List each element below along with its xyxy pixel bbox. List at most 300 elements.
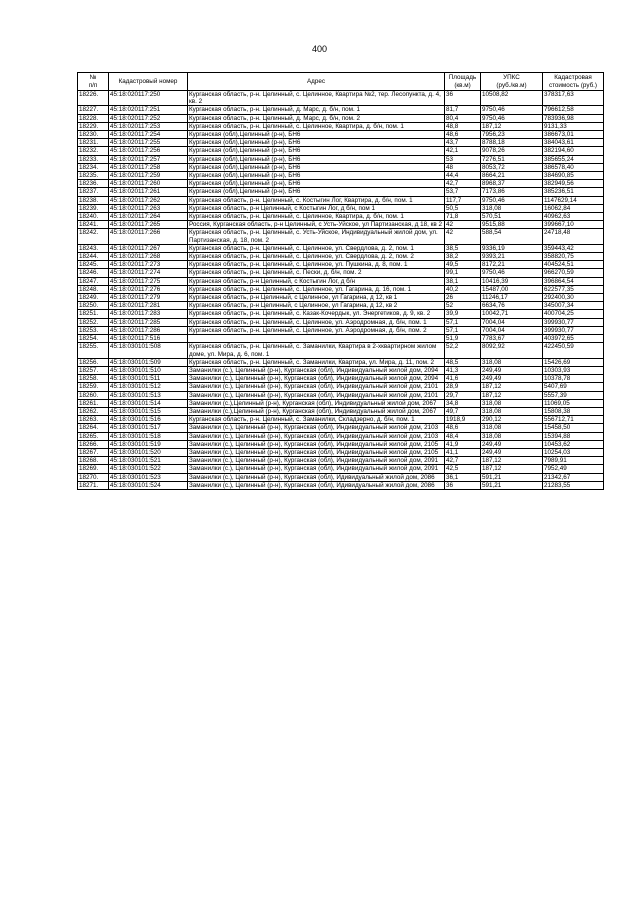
table-row <box>78 383 604 391</box>
cell-upks: 8788,18 <box>481 139 543 147</box>
cell-upks: 7783,67 <box>481 335 543 343</box>
table-row <box>78 448 604 456</box>
cell-area: 117,7 <box>445 196 481 204</box>
cell-address: Заманилки (с.), Целинный (р-н), Курганская (обл), Индивидуальный жилой дом, 2094 <box>188 366 445 374</box>
cell-upks: 8664,21 <box>481 172 543 180</box>
header-num-line2: п/п <box>88 81 98 89</box>
cell-address: Курганская область, р-н. Целинный, с. Целинное, Квартира, д. б/н, пом. 1 <box>188 122 445 130</box>
cell-area: 49,7 <box>445 407 481 415</box>
cell-cadastral: 45:18:030101:513 <box>109 391 188 399</box>
cell-address: Курганская область, р-н. Целинный, с. Пески, д. б/н, пом. 2 <box>188 269 445 277</box>
cell-cadastral: 45:18:020117:255 <box>109 139 188 147</box>
cell-cadastral: 45:18:030101:515 <box>109 407 188 415</box>
table-header <box>78 73 604 91</box>
cell-address: Курганская область, р-н. Целинный, с. Усть-Уйское, Индивидуальный жилой дом, ул. Партизанская, д. 18, пом. 2 <box>188 229 445 244</box>
cell-num: 18233. <box>78 155 109 163</box>
cell-cadastral: 45:18:020117:259 <box>109 172 188 180</box>
cell-num: 18253. <box>78 326 109 334</box>
cell-address: Заманилки (с.), Целинный (р-н), Курганская (обл), Индивидуальный жилой дом, 2101 <box>188 383 445 391</box>
cell-num: 18268. <box>78 457 109 465</box>
cell-cadastral: 45:18:020117:263 <box>109 204 188 212</box>
cell-area: 80,4 <box>445 114 481 122</box>
cell-cost: 386673,01 <box>543 131 604 139</box>
cell-num: 18234. <box>78 163 109 171</box>
cell-area: 42 <box>445 221 481 229</box>
cell-address: Курганская (обл),Целинный (р-н), БН6 <box>188 155 445 163</box>
cell-area: 43,7 <box>445 139 481 147</box>
cell-num: 18265. <box>78 432 109 440</box>
cell-cost: 15458,50 <box>543 424 604 432</box>
cell-area: 36,1 <box>445 473 481 481</box>
cell-cost: 21342,67 <box>543 473 604 481</box>
cell-cadastral: 45:18:020117:254 <box>109 131 188 139</box>
cell-upks: 570,51 <box>481 213 543 221</box>
cell-address: Курганская область, р-н. Целинный, с. Целинное, ул. Аэродромная, д. б/н, пом. 2 <box>188 326 445 334</box>
cell-upks: 10508,82 <box>481 91 543 106</box>
cell-cadastral: 45:18:030101:520 <box>109 448 188 456</box>
cell-address: Курганская область, р-н. Целинный, с. Целинное, ул. Пушкина, д. 8, пом. 1 <box>188 261 445 269</box>
cell-cost: 10378,78 <box>543 375 604 383</box>
cell-cadastral: 45:18:020117:260 <box>109 180 188 188</box>
cell-num: 18264. <box>78 424 109 432</box>
cell-address: Заманилки (с.), Целинный (р-н), Курганская (обл), Идивидуальный жилой дом, 2086 <box>188 481 445 489</box>
table-row <box>78 221 604 229</box>
table-row <box>78 204 604 212</box>
cell-upks: 8053,72 <box>481 163 543 171</box>
cell-address: Заманилки (с.), Целинный (р-н), Курганская (обл), Индивидуальный жилой дом, 2103 <box>188 432 445 440</box>
cell-address: Заманилки (с.), Целинный (р-н), Курганская (обл), Индивидуальный жилой дом, 2091 <box>188 465 445 473</box>
cell-upks: 8968,37 <box>481 180 543 188</box>
cell-area: 42,1 <box>445 147 481 155</box>
cell-address: Заманилки (с.), Целинный (р-н), Курганская (обл), Индивидуальный жилой дом, 2105 <box>188 440 445 448</box>
cell-cadastral: 45:18:030101:518 <box>109 432 188 440</box>
cell-num: 18261. <box>78 399 109 407</box>
cell-address: Курганская область, р-н. Целинный, д. Марс, д. б/н, пом. 1 <box>188 106 445 114</box>
table-row <box>78 424 604 432</box>
cell-area: 52,2 <box>445 343 481 358</box>
cell-address: Курганская область, р-н Целинный, с Костыгин Лог, д б/н, пом 1 <box>188 204 445 212</box>
cell-area: 53 <box>445 155 481 163</box>
cell-cost: 15394,88 <box>543 432 604 440</box>
cell-cost: 796612,58 <box>543 106 604 114</box>
cell-cadastral: 45:18:020117:268 <box>109 253 188 261</box>
cell-upks: 187,12 <box>481 391 543 399</box>
cell-address: Курганская область, р-н. Целинный, с. Целинное, ул. Аэродромная, д. б/н, пом. 1 <box>188 318 445 326</box>
cell-cost: 7989,91 <box>543 457 604 465</box>
cell-upks: 9078,26 <box>481 147 543 155</box>
header-num <box>78 73 109 91</box>
cell-upks: 318,08 <box>481 358 543 366</box>
cell-cost: 403972,65 <box>543 335 604 343</box>
cell-upks: 591,21 <box>481 473 543 481</box>
cell-area: 40,2 <box>445 285 481 293</box>
cell-address: Курганская (обл),Целинный (р-н), БН6 <box>188 131 445 139</box>
cell-area: 52 <box>445 302 481 310</box>
cell-upks: 588,54 <box>481 229 543 244</box>
table-row <box>78 261 604 269</box>
cell-cost: 422450,59 <box>543 343 604 358</box>
cell-upks: 318,08 <box>481 399 543 407</box>
table-row <box>78 213 604 221</box>
cell-num: 18232. <box>78 147 109 155</box>
cell-num: 18251. <box>78 310 109 318</box>
cell-address: Курганская область, р-н. Целинный, с. Целинное, Квартира №2, тер. Лесопункта, д. 4, кв. 2 <box>188 91 445 106</box>
cell-cost: 21283,55 <box>543 481 604 489</box>
cell-cost: 15808,38 <box>543 407 604 415</box>
cell-num: 18266. <box>78 440 109 448</box>
cell-cost: 399930,77 <box>543 326 604 334</box>
cell-cost: 556712,71 <box>543 416 604 424</box>
cell-cadastral: 45:18:030101:523 <box>109 473 188 481</box>
cell-cadastral: 45:18:020117:256 <box>109 147 188 155</box>
cell-address: Заманилки (с.), Целинный (р-н), Курганская (обл), Индивидуальный жилой дом, 2091 <box>188 457 445 465</box>
table-row <box>78 358 604 366</box>
cell-cost: 382194,60 <box>543 147 604 155</box>
table-row <box>78 285 604 293</box>
cell-upks: 318,08 <box>481 204 543 212</box>
table-row <box>78 172 604 180</box>
cell-cadastral: 45:18:030101:510 <box>109 366 188 374</box>
table-row <box>78 407 604 415</box>
cell-area: 48,5 <box>445 358 481 366</box>
cell-address: Курганская (обл),Целинный (р-н), БН6 <box>188 172 445 180</box>
cell-cadastral: 45:18:020117:283 <box>109 310 188 318</box>
table-row <box>78 294 604 302</box>
cell-area: 28,9 <box>445 383 481 391</box>
cell-num: 18241. <box>78 221 109 229</box>
cell-area: 42 <box>445 229 481 244</box>
cell-num: 18228. <box>78 114 109 122</box>
table-row <box>78 253 604 261</box>
cell-num: 18258. <box>78 375 109 383</box>
cell-num: 18270. <box>78 473 109 481</box>
cell-address: Курганская область, р-н. Целинный, с. Целинное, Квартира, д. б/н, пом. 1 <box>188 213 445 221</box>
cell-cadastral: 45:18:030101:512 <box>109 383 188 391</box>
cell-cadastral: 45:18:020117:516 <box>109 335 188 343</box>
cell-cadastral: 45:18:020117:281 <box>109 302 188 310</box>
cell-cost: 399930,77 <box>543 318 604 326</box>
cell-num: 18269. <box>78 465 109 473</box>
header-area <box>445 73 481 91</box>
cell-area: 81,7 <box>445 106 481 114</box>
cell-upks: 10042,71 <box>481 310 543 318</box>
cell-cadastral: 45:18:020117:250 <box>109 91 188 106</box>
table-row <box>78 432 604 440</box>
cell-area: 48,8 <box>445 122 481 130</box>
cell-upks: 249,49 <box>481 375 543 383</box>
table-row <box>78 147 604 155</box>
cell-cost: 5557,39 <box>543 391 604 399</box>
cell-num: 18247. <box>78 277 109 285</box>
cell-num: 18227. <box>78 106 109 114</box>
header-cost-line2: стоимость (руб.) <box>548 81 598 89</box>
cell-cost: 358820,75 <box>543 253 604 261</box>
cell-cost: 5407,69 <box>543 383 604 391</box>
cell-cost: 10254,03 <box>543 448 604 456</box>
cell-upks: 9750,46 <box>481 114 543 122</box>
cell-cost: 400704,25 <box>543 310 604 318</box>
cell-cadastral: 45:18:020117:279 <box>109 294 188 302</box>
cell-num: 18226. <box>78 91 109 106</box>
cell-cost: 384043,61 <box>543 139 604 147</box>
cell-address: Курганская область, р-н. Целинный, д. Марс, д. б/н, пом. 2 <box>188 114 445 122</box>
cell-upks: 7004,04 <box>481 318 543 326</box>
cell-area: 41,1 <box>445 448 481 456</box>
cell-cost: 386578,40 <box>543 163 604 171</box>
cell-cost: 382949,56 <box>543 180 604 188</box>
cell-num: 18260. <box>78 391 109 399</box>
cell-area: 44,4 <box>445 172 481 180</box>
cell-upks: 187,12 <box>481 122 543 130</box>
table-row <box>78 163 604 171</box>
cell-cost: 10453,62 <box>543 440 604 448</box>
cell-cost: 40962,63 <box>543 213 604 221</box>
cell-area: 41,6 <box>445 375 481 383</box>
cell-cadastral: 45:18:020117:261 <box>109 188 188 196</box>
header-area-line2: (кв.м) <box>454 81 471 89</box>
cell-area: 41,9 <box>445 440 481 448</box>
header-address: Адрес <box>188 73 445 91</box>
cell-cost: 385236,51 <box>543 188 604 196</box>
cell-upks: 187,12 <box>481 383 543 391</box>
cell-upks: 9336,19 <box>481 244 543 252</box>
cell-upks: 8172,21 <box>481 261 543 269</box>
cell-address: Курганская область, р-н Целинный, с Целинное, ул Гагарина, д 12, кв 2 <box>188 302 445 310</box>
cell-area: 38,2 <box>445 253 481 261</box>
cell-upks: 15487,00 <box>481 285 543 293</box>
table-row <box>78 196 604 204</box>
cell-area: 57,1 <box>445 326 481 334</box>
cell-cadastral: 45:18:030101:514 <box>109 399 188 407</box>
cell-upks: 9750,46 <box>481 106 543 114</box>
cell-area: 26 <box>445 294 481 302</box>
cell-cost: 10303,93 <box>543 366 604 374</box>
cell-cost: 15426,69 <box>543 358 604 366</box>
cell-num: 18249. <box>78 294 109 302</box>
cell-cadastral: 45:18:020117:264 <box>109 213 188 221</box>
cell-cadastral: 45:18:020117:257 <box>109 155 188 163</box>
cell-num: 18259. <box>78 383 109 391</box>
cell-area: 48,6 <box>445 131 481 139</box>
cell-cost: 399667,10 <box>543 221 604 229</box>
cell-cost: 345007,34 <box>543 302 604 310</box>
cell-upks: 591,21 <box>481 481 543 489</box>
cell-cadastral: 45:18:020117:262 <box>109 196 188 204</box>
cell-cadastral: 45:18:030101:517 <box>109 424 188 432</box>
cell-upks: 249,49 <box>481 448 543 456</box>
cell-cost: 292400,30 <box>543 294 604 302</box>
cadastral-value-table <box>77 72 604 490</box>
cell-cadastral: 45:18:030101:509 <box>109 358 188 366</box>
cell-address: Заманилки (с.), Целинный (р-н), Курганская (обл), Индивидуальный жилой дом, 2103 <box>188 424 445 432</box>
cell-address: Курганская (обл),Целинный (р-н), БН6 <box>188 163 445 171</box>
cell-upks: 7173,86 <box>481 188 543 196</box>
header-upks <box>481 73 543 91</box>
cell-num: 18235. <box>78 172 109 180</box>
cell-area: 48 <box>445 163 481 171</box>
table-row <box>78 310 604 318</box>
cell-cost: 783936,98 <box>543 114 604 122</box>
cell-cadastral: 45:18:020117:265 <box>109 221 188 229</box>
cell-upks: 7956,23 <box>481 131 543 139</box>
cell-area: 48,6 <box>445 424 481 432</box>
cell-area: 51,9 <box>445 335 481 343</box>
cell-upks: 318,08 <box>481 432 543 440</box>
cell-cadastral: 45:18:030101:519 <box>109 440 188 448</box>
cell-cadastral: 45:18:020117:285 <box>109 318 188 326</box>
cell-address: Заманилки (с.),Целинный (р-н), Курганская (обл), Индивидуальный жилой дом, 2067 <box>188 407 445 415</box>
table-row <box>78 375 604 383</box>
table-row <box>78 366 604 374</box>
cell-cost: 385655,24 <box>543 155 604 163</box>
cell-address: Курганская (обл),Целинный (р-н), БН6 <box>188 188 445 196</box>
cell-upks: 7276,51 <box>481 155 543 163</box>
cell-cadastral: 45:18:030101:511 <box>109 375 188 383</box>
cell-cadastral: 45:18:020117:266 <box>109 229 188 244</box>
cell-area: 36 <box>445 91 481 106</box>
table-row <box>78 131 604 139</box>
cell-num: 18231. <box>78 139 109 147</box>
cell-address: Заманилки (с.), Целинный (р-н), Курганская (обл), Идивидуальный жилой дом, 2086 <box>188 473 445 481</box>
page-number: 400 <box>311 44 328 54</box>
cell-upks: 290,12 <box>481 416 543 424</box>
cell-cadastral: 45:18:020117:252 <box>109 114 188 122</box>
header-row <box>78 73 604 91</box>
cell-num: 18267. <box>78 448 109 456</box>
cell-address: Курганская область, р-н. Целинный, с. Заманилки, Квартира, ул. Мира, д. 11, пом. 2 <box>188 358 445 366</box>
cell-num: 18262. <box>78 407 109 415</box>
cell-area: 38,1 <box>445 277 481 285</box>
cell-upks: 6634,76 <box>481 302 543 310</box>
cell-num: 18257. <box>78 366 109 374</box>
cell-cost: 966270,59 <box>543 269 604 277</box>
cell-upks: 9393,21 <box>481 253 543 261</box>
table-row <box>78 318 604 326</box>
cell-cadastral: 45:18:020117:275 <box>109 277 188 285</box>
header-cost <box>543 73 604 91</box>
cell-num: 18250. <box>78 302 109 310</box>
cell-cost: 11069,05 <box>543 399 604 407</box>
cell-upks: 9750,46 <box>481 196 543 204</box>
cell-num: 18240. <box>78 213 109 221</box>
cell-address: Курганская (обл),Целинный (р-н), БН6 <box>188 180 445 188</box>
header-cadastral: Кадастровый номер <box>109 73 188 91</box>
cell-address: Курганская область, р-н. Целинный, с. Целинное, ул. Свердлова, д. 2, пом. 1 <box>188 244 445 252</box>
cell-area: 99,1 <box>445 269 481 277</box>
cell-cadastral: 45:18:030101:524 <box>109 481 188 489</box>
cell-cost: 404524,51 <box>543 261 604 269</box>
cell-upks: 187,12 <box>481 465 543 473</box>
cell-num: 18230. <box>78 131 109 139</box>
cell-upks: 9515,88 <box>481 221 543 229</box>
cell-num: 18252. <box>78 318 109 326</box>
cell-address: Заманилки (с.),Целинный (р-н), Курганская (обл), Индивидуальный жилой дом, 2067 <box>188 399 445 407</box>
cell-upks: 9750,46 <box>481 269 543 277</box>
cell-upks: 318,08 <box>481 424 543 432</box>
cell-cost: 622577,35 <box>543 285 604 293</box>
table-row <box>78 416 604 424</box>
cell-upks: 7004,04 <box>481 326 543 334</box>
cell-num: 18238. <box>78 196 109 204</box>
cell-cadastral: 45:18:020117:286 <box>109 326 188 334</box>
cell-cost: 378317,63 <box>543 91 604 106</box>
header-area-line1: Площадь <box>448 74 477 82</box>
cell-address: Курганская (обл),Целинный (р-н), БН6 <box>188 147 445 155</box>
table-row <box>78 114 604 122</box>
table-row <box>78 391 604 399</box>
cell-cost: 384690,85 <box>543 172 604 180</box>
header-num-line1: № <box>89 74 97 82</box>
cell-num: 18239. <box>78 204 109 212</box>
table-row <box>78 335 604 343</box>
cell-area: 29,7 <box>445 391 481 399</box>
cell-num: 18254. <box>78 335 109 343</box>
cell-upks: 187,12 <box>481 457 543 465</box>
cell-area: 39,9 <box>445 310 481 318</box>
cell-num: 18242. <box>78 229 109 244</box>
header-upks-line1: УПКС <box>503 74 520 82</box>
cell-area: 42,5 <box>445 465 481 473</box>
cell-address: Курганская область, р-н Целинный, с Целинное, ул Гагарина, д 12, кв 1 <box>188 294 445 302</box>
cell-area: 38,5 <box>445 244 481 252</box>
cell-area: 42,7 <box>445 457 481 465</box>
cell-address: Курганская область, р-н. Целинный, с. Целинное, ул. Гагарина, д. 16, пом. 1 <box>188 285 445 293</box>
table-row <box>78 91 604 106</box>
cell-upks: 318,08 <box>481 407 543 415</box>
cell-cadastral: 45:18:020117:273 <box>109 261 188 269</box>
cell-cadastral: 45:18:030101:521 <box>109 457 188 465</box>
cell-num: 18271. <box>78 481 109 489</box>
cell-cost: 1147629,14 <box>543 196 604 204</box>
table-row <box>78 122 604 130</box>
table-row <box>78 244 604 252</box>
cell-address: Курганская область, р-н. Целинный, с. Заманилки, Складзерно, д. б/н, пом. 1 <box>188 416 445 424</box>
cell-cadastral: 45:18:020117:276 <box>109 285 188 293</box>
cell-num: 18237. <box>78 188 109 196</box>
cell-area: 41,3 <box>445 366 481 374</box>
cell-num: 18245. <box>78 261 109 269</box>
cell-upks: 11246,17 <box>481 294 543 302</box>
cell-area: 1918,9 <box>445 416 481 424</box>
cell-cadastral: 45:18:030101:522 <box>109 465 188 473</box>
cell-address: Курганская (обл),Целинный (р-н), БН6 <box>188 139 445 147</box>
cell-area: 34,8 <box>445 399 481 407</box>
cell-area: 57,1 <box>445 318 481 326</box>
table-row <box>78 277 604 285</box>
cell-cadastral: 45:18:020117:251 <box>109 106 188 114</box>
cell-upks: 249,49 <box>481 366 543 374</box>
table-row <box>78 465 604 473</box>
cell-cost: 9131,33 <box>543 122 604 130</box>
table-row <box>78 440 604 448</box>
table-row <box>78 343 604 358</box>
cell-num: 18255. <box>78 343 109 358</box>
table-row <box>78 188 604 196</box>
cell-address: Курганская область, р-н Целинный, с Костыгин Лог, д б/н <box>188 277 445 285</box>
table-row <box>78 180 604 188</box>
cell-address: Курганская область, р-н. Целинный, с. Костыгин Лог, Квартира, д. б/н, пом. 1 <box>188 196 445 204</box>
cell-area: 49,5 <box>445 261 481 269</box>
cell-area: 50,5 <box>445 204 481 212</box>
cell-area: 71,8 <box>445 213 481 221</box>
cell-cost: 24718,48 <box>543 229 604 244</box>
table-row <box>78 457 604 465</box>
cell-num: 18229. <box>78 122 109 130</box>
cell-upks: 10416,39 <box>481 277 543 285</box>
table-row <box>78 229 604 244</box>
cell-num: 18246. <box>78 269 109 277</box>
cell-area: 48,4 <box>445 432 481 440</box>
